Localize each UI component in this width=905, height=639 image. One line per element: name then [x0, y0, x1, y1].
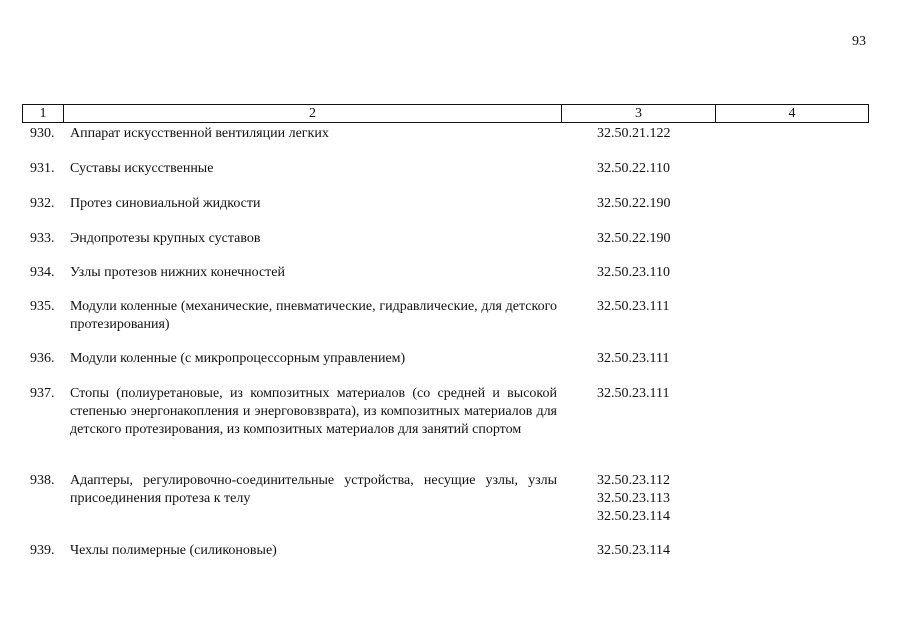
row-name: Адаптеры, регулировочно-соединительные устройства, несущие узлы, узлы присоединения протеза к телу	[70, 473, 557, 506]
row-code: 32.50.22.190	[597, 196, 671, 211]
row-number: 931.	[30, 161, 55, 176]
row-code: 32.50.23.114	[597, 509, 670, 524]
row-codes	[597, 472, 670, 526]
row-code: 32.50.23.110	[597, 265, 670, 280]
table-row	[0, 230, 905, 264]
row-number: 936.	[30, 351, 55, 366]
table-row	[0, 298, 905, 350]
row-number: 937.	[30, 386, 55, 401]
row-number: 935.	[30, 299, 55, 314]
row-name: Модули коленные (с микропроцессорным управлением)	[70, 351, 406, 366]
row-code: 32.50.22.110	[597, 161, 670, 176]
row-codes	[597, 230, 671, 248]
row-name: Чехлы полимерные (силиконовые)	[70, 543, 277, 558]
row-name: Модули коленные (механические, пневматические, гидравлические, для детского протезирования)	[70, 299, 557, 332]
row-codes	[597, 350, 669, 368]
table-row	[0, 264, 905, 298]
row-code: 32.50.23.111	[597, 386, 670, 401]
row-codes	[597, 264, 670, 282]
row-number: 933.	[30, 231, 55, 246]
row-code: 32.50.22.190	[597, 231, 671, 246]
row-name: Эндопротезы крупных суставов	[70, 231, 261, 246]
table-row	[0, 160, 905, 195]
table-row	[0, 125, 905, 160]
table-row	[0, 350, 905, 385]
row-name: Узлы протезов нижних конечностей	[70, 265, 285, 280]
row-number: 932.	[30, 196, 55, 211]
row-codes	[597, 385, 669, 403]
header-col-1: 1	[23, 105, 64, 122]
row-name: Протез синовиальной жидкости	[70, 196, 261, 211]
row-codes	[597, 298, 669, 316]
row-code: 32.50.23.113	[597, 491, 670, 506]
header-col-4: 4	[788, 106, 796, 121]
row-codes	[597, 542, 670, 560]
row-name: Суставы искусственные	[70, 161, 214, 176]
row-code: 32.50.23.111	[597, 351, 670, 366]
row-number: 930.	[30, 126, 55, 141]
table-row	[0, 542, 905, 562]
table-row	[0, 385, 905, 472]
row-number: 934.	[30, 265, 55, 280]
header-col-3: 3	[562, 105, 716, 122]
page-number: 93	[852, 34, 866, 49]
table-body	[0, 125, 905, 562]
row-codes	[597, 125, 671, 143]
row-name: Стопы (полиуретановые, из композитных материалов (со средней и высокой степенью энергонакопления и энергововзврата), из композитных материалов для детского протезирования, из композитных материалов для занятий спортом	[70, 386, 557, 437]
table-row	[0, 195, 905, 230]
row-code: 32.50.23.114	[597, 543, 670, 558]
row-number: 939.	[30, 543, 55, 558]
row-codes	[597, 160, 670, 178]
row-name: Аппарат искусственной вентиляции легких	[70, 126, 329, 141]
row-code: 32.50.21.122	[597, 126, 671, 141]
row-number: 938.	[30, 473, 55, 488]
row-code: 32.50.23.111	[597, 299, 670, 314]
table-row	[0, 472, 905, 542]
row-codes	[597, 195, 671, 213]
table-header	[22, 104, 869, 123]
row-code: 32.50.23.112	[597, 473, 670, 488]
header-col-2: 2	[64, 105, 562, 122]
